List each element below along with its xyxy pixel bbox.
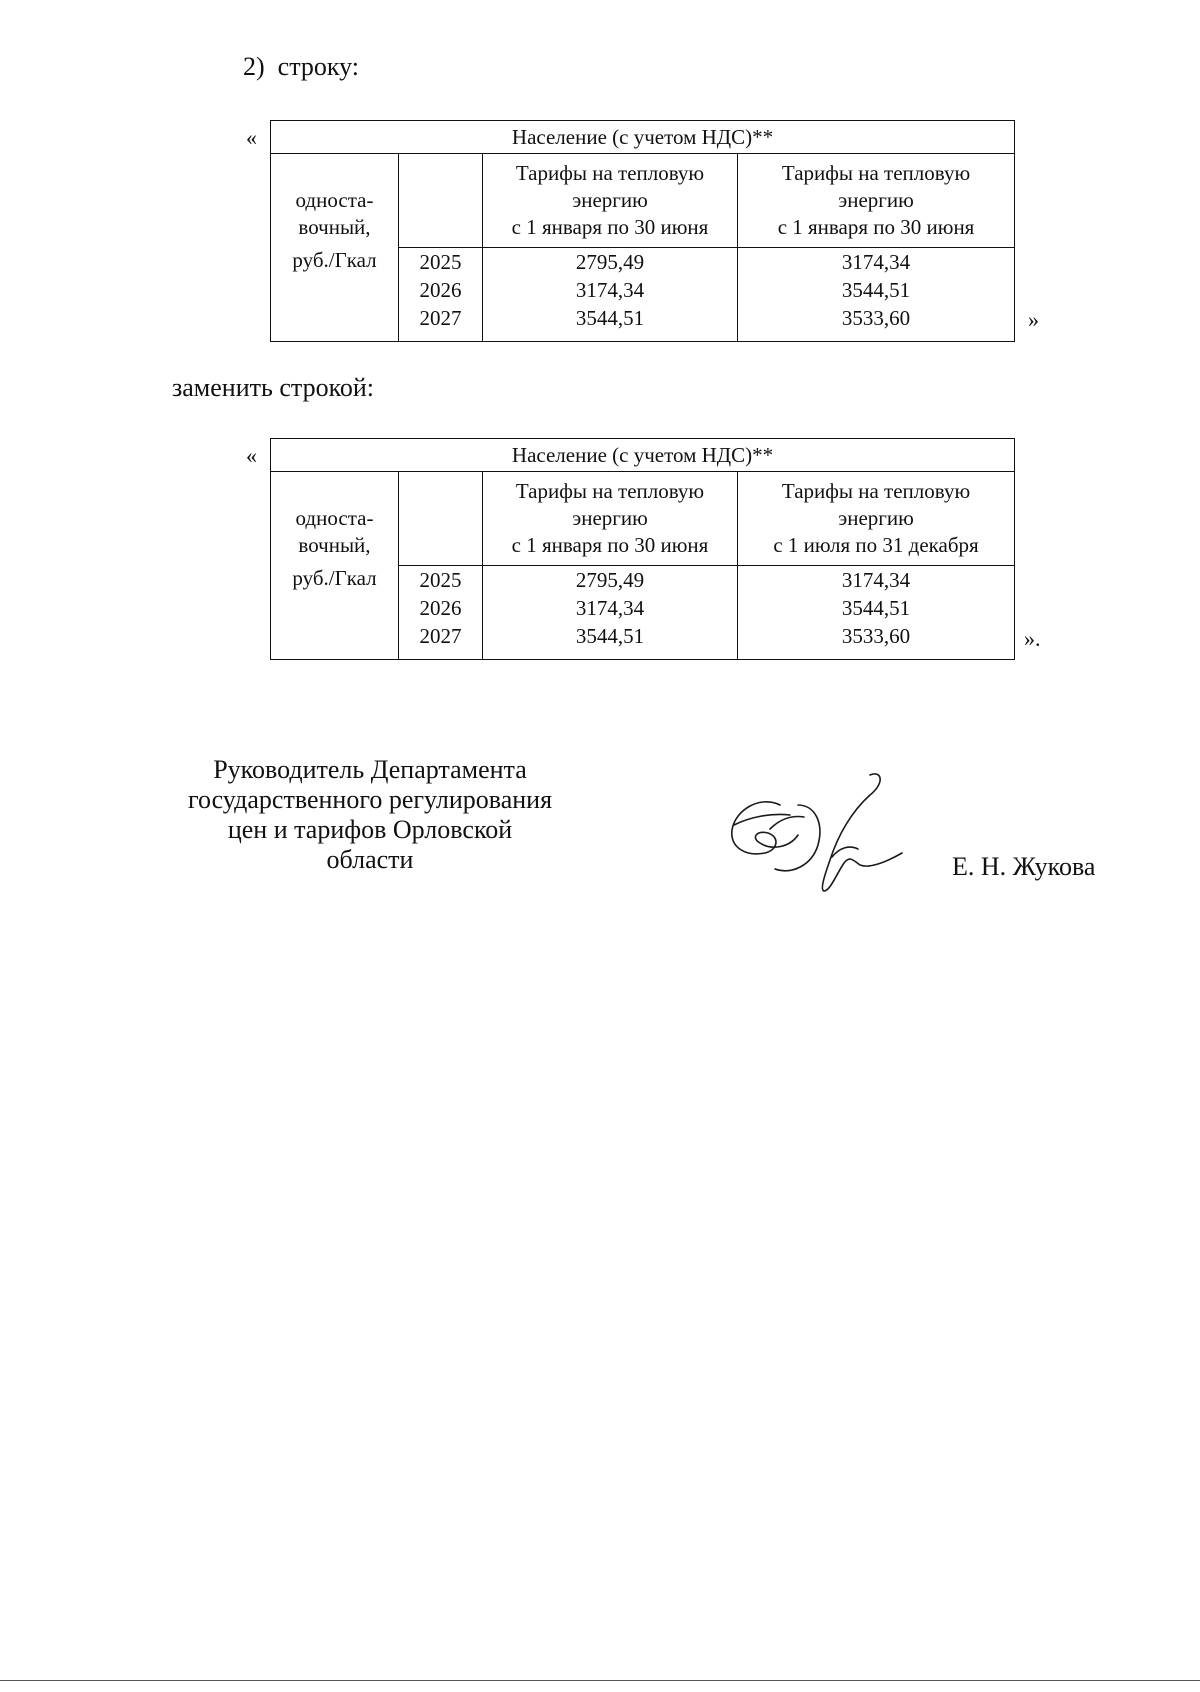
year: 2025 — [419, 568, 462, 592]
col1-values — [483, 566, 738, 660]
col1-header — [483, 154, 738, 248]
col1-values — [483, 248, 738, 342]
tariff-value: 3174,34 — [841, 250, 911, 274]
tariff-value: 3544,51 — [841, 596, 911, 620]
col2-header-line: энергию — [838, 188, 914, 212]
signer-position-line: государственного регулирования — [187, 785, 553, 814]
item-heading: 2) строку: — [243, 52, 360, 81]
quote-open-new: « — [246, 443, 257, 468]
quote-open-old: « — [246, 125, 257, 150]
signer-position-line: цен и тарифов Орловской — [227, 815, 513, 844]
year: 2026 — [419, 596, 462, 620]
col1-header-line: с 1 января по 30 июня — [511, 215, 709, 239]
col2-header-line: Тарифы на тепловую — [781, 479, 971, 503]
year-header-empty — [399, 154, 483, 248]
year: 2027 — [419, 624, 462, 648]
col2-values — [738, 248, 1015, 342]
col2-header-line: энергию — [838, 506, 914, 530]
tariff-value: 3174,34 — [575, 596, 645, 620]
tariff-value: 3544,51 — [575, 624, 645, 648]
col1-header-line: Тарифы на тепловую — [515, 161, 705, 185]
tariff-value: 3544,51 — [841, 278, 911, 302]
tariff-value: 2795,49 — [575, 250, 645, 274]
col1-header-line: энергию — [572, 188, 648, 212]
col2-header — [738, 472, 1015, 566]
col1-header-line: Тарифы на тепловую — [515, 479, 705, 503]
tariff-value: 3174,34 — [575, 278, 645, 302]
bottom-edge-line — [0, 1680, 1200, 1681]
year: 2025 — [419, 250, 462, 274]
replace-heading: заменить строкой: — [172, 373, 375, 402]
col2-values — [738, 566, 1015, 660]
tariff-value: 3174,34 — [841, 568, 911, 592]
years-cell — [399, 566, 483, 660]
signer-position — [160, 755, 580, 875]
quote-close-new: ». — [1024, 626, 1041, 651]
row-label-line: односта- — [295, 506, 374, 530]
row-label — [271, 472, 399, 660]
handwritten-signature — [720, 765, 910, 895]
tariff-value: 3533,60 — [841, 306, 911, 330]
group-header: Население (с учетом НДС)** — [271, 121, 1015, 154]
tariff-table-new — [270, 438, 1015, 660]
group-header: Население (с учетом НДС)** — [271, 439, 1015, 472]
row-label-line: вочный, — [298, 215, 371, 239]
year: 2027 — [419, 306, 462, 330]
col2-header-line: с 1 июля по 31 декабря — [773, 533, 979, 557]
signer-position-line: Руководитель Департамента — [213, 755, 527, 784]
col1-header-line: энергию — [572, 506, 648, 530]
col2-header-line: Тарифы на тепловую — [781, 161, 971, 185]
year: 2026 — [419, 278, 462, 302]
row-label-line: руб./Гкал — [292, 566, 377, 590]
row-label-line: односта- — [295, 188, 374, 212]
tariff-table-old — [270, 120, 1015, 342]
tariff-value: 3544,51 — [575, 306, 645, 330]
col2-header-line: с 1 января по 30 июня — [777, 215, 975, 239]
row-label — [271, 154, 399, 342]
col2-header — [738, 154, 1015, 248]
row-label-line: вочный, — [298, 533, 371, 557]
col1-header-line: с 1 января по 30 июня — [511, 533, 709, 557]
year-header-empty — [399, 472, 483, 566]
tariff-value: 3533,60 — [841, 624, 911, 648]
years-cell — [399, 248, 483, 342]
tariff-value: 2795,49 — [575, 568, 645, 592]
signer-name: Е. Н. Жукова — [952, 852, 1096, 881]
signer-position-line: области — [326, 845, 414, 874]
quote-close-old: » — [1028, 307, 1039, 332]
col1-header — [483, 472, 738, 566]
row-label-line: руб./Гкал — [292, 248, 377, 272]
